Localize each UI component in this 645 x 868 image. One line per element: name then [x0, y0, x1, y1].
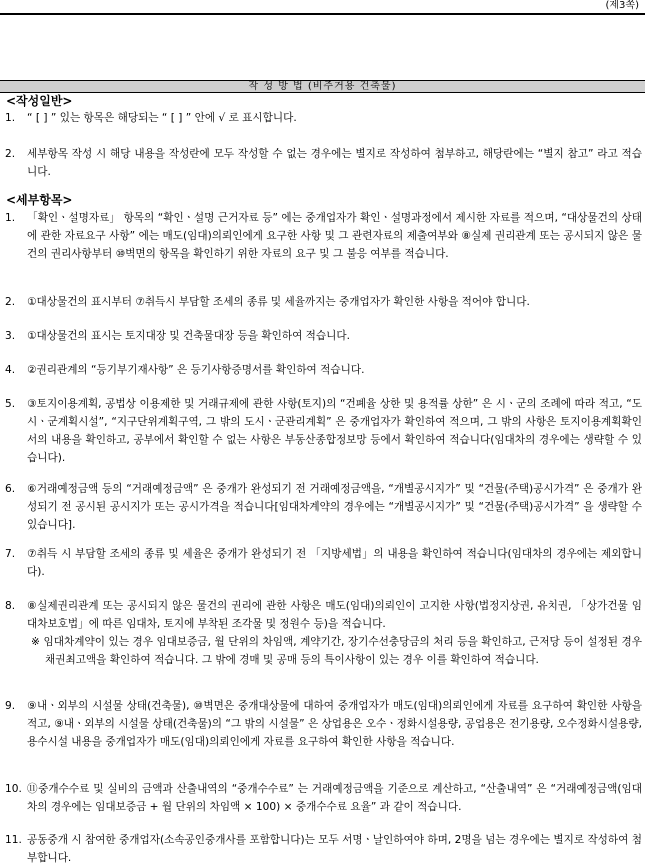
- item-number: 2.: [5, 296, 16, 308]
- item-text: ②권리관계의 “등기부기재사항” 은 등기사항증명서를 확인하여 적습니다.: [27, 364, 365, 376]
- detail-item-5: [0, 395, 645, 467]
- section-title: 작 성 방 법 (비주거용 건축물): [0, 80, 645, 93]
- item-text: ①대상물건의 표시는 토지대장 및 건축물대장 등을 확인하여 적습니다.: [27, 330, 350, 342]
- item-number: 7.: [5, 548, 16, 560]
- detail-item-2: [0, 293, 645, 311]
- detail-item-9: [0, 697, 645, 751]
- general-heading: <작성일반>: [6, 94, 73, 108]
- detail-item-3: [0, 327, 645, 345]
- item-text: ⑨내ㆍ외부의 시설물 상태(건축물), ⑩벽면은 중개대상물에 대하여 중개업자가 매도(임대)의뢰인에게 자료를 요구하여 확인한 사항을 적고, ⑨내ㆍ외부의 시설물 상태(건축물)의 “그 밖의 시설물” 은 상업용은 오수ㆍ정화시설용량, 공업용은 전기용량, 오수정화시설용량, 용수시설 내용을 중개업자가 매도(임대)의뢰인에게 자료를 요구하여 확인한 사항을 적습니다.: [27, 700, 642, 748]
- item-number: 9.: [5, 700, 16, 712]
- detail-item-8: [0, 597, 645, 669]
- item-number: 1.: [5, 212, 16, 224]
- item-text: ③토지이용계획, 공법상 이용제한 및 거래규제에 관한 사항(토지)의 “건폐율 상한 및 용적률 상한” 은 시ㆍ군의 조례에 따라 적고, “도시ㆍ군계획시설”, “지구단위계획구역, 그 밖의 도시ㆍ군관리계획” 은 중개업자가 확인하여 적으며, 그 밖의 사항은 토지이용계획확인서의 내용을 확인하고, 공부에서 확인할 수 없는 사항은 부동산종합정보망 등에서 확인하여 적습니다(임대차의 경우에는 생략할 수 있습니다).: [27, 398, 642, 464]
- item-number: 3.: [5, 330, 16, 342]
- details-heading: <세부항목>: [6, 193, 73, 207]
- detail-item-10: [0, 780, 645, 816]
- item-text: ⑪중개수수료 및 실비의 금액과 산출내역의 “중개수수료” 는 거래예정금액을 기준으로 계산하고, “산출내역” 은 “거래예정금액(임대차의 경우에는 임대보증금 + 월 단위의 차임액 × 100) × 중개수수료 요율” 과 같이 적습니다.: [27, 783, 642, 813]
- item-number: 1.: [5, 112, 16, 124]
- item-text: ⑦취득 시 부담할 조세의 종류 및 세율은 중개가 완성되기 전 「지방세법」의 내용을 확인하여 적습니다(임대차의 경우에는 제외합니다).: [27, 548, 642, 578]
- item-number: 11.: [5, 834, 22, 846]
- general-item-2: [0, 145, 645, 181]
- item-number: 5.: [5, 398, 16, 410]
- detail-item-1: [0, 209, 645, 263]
- item-text: 세부항목 작성 시 해당 내용을 작성란에 모두 작성할 수 없는 경우에는 별지로 작성하여 첨부하고, 해당란에는 “별지 참고” 라고 적습니다.: [27, 148, 642, 178]
- item-text: ⑧실제권리관계 또는 공시되지 않은 물건의 권리에 관한 사항은 매도(임대)의뢰인이 고지한 사항(법정지상권, 유치권, 「상가건물 임대차보호법」에 따른 임대차, 토지에 부착된 조각물 및 정원수 등)을 적습니다.: [27, 600, 642, 630]
- detail-item-7: [0, 545, 645, 581]
- item-text: “ [ ] ” 있는 항목은 해당되는 “ [ ] ” 안에 √ 로 표시합니다.: [27, 112, 297, 124]
- top-rule: [0, 13, 645, 15]
- item-text: 「확인ㆍ설명자료」 항목의 “확인ㆍ설명 근거자료 등” 에는 중개업자가 확인ㆍ설명과정에서 제시한 자료를 적으며, “대상물건의 상태에 관한 자료요구 사항” 에는 매도(임대)의뢰인에게 요구한 사항 및 그 관련자료의 제출여부와 ⑧실제 권리관계 또는 공시되지 않은 물건의 권리사항부터 ⑩벽면의 항목을 확인하기 위한 자료의 요구 및 그 불응 여부를 적습니다.: [27, 212, 642, 260]
- detail-item-11: [0, 831, 645, 867]
- detail-item-4: [0, 361, 645, 379]
- item-text: ①대상물건의 표시부터 ⑦취득시 부담할 조세의 종류 및 세율까지는 중개업자가 확인한 사항을 적어야 합니다.: [27, 296, 530, 308]
- item-number: 2.: [5, 148, 16, 160]
- item-note: ※ 임대차계약이 있는 경우 임대보증금, 월 단위의 차임액, 계약기간, 장기수선충당금의 처리 등을 확인하고, 근저당 등이 설정된 경우 채권최고액을 확인하여 적습니다. 그 밖에 경매 및 공매 등의 특이사항이 있는 경우 이를 확인하여 적습니다.: [31, 636, 642, 666]
- item-number: 6.: [5, 483, 16, 495]
- general-item-1: [0, 109, 645, 127]
- page-number: (제3쪽): [605, 0, 639, 11]
- item-text: ⑥거래예정금액 등의 “거래예정금액” 은 중개가 완성되기 전 거래예정금액을, “개별공시지가” 및 “건물(주택)공시가격” 은 중개가 완성되기 전 공시된 공시지가 또는 공시가격을 적습니다[임대차계약의 경우에는 “개별공시지가” 및 “건물(주택)공시가격” 을 생략할 수 있습니다].: [27, 483, 642, 531]
- item-number: 8.: [5, 600, 16, 612]
- item-text: 공동중개 시 참여한 중개업자(소속공인중개사를 포함합니다)는 모두 서명ㆍ날인하여야 하며, 2명을 넘는 경우에는 별지로 작성하여 첨부합니다.: [27, 834, 642, 864]
- detail-item-6: [0, 480, 645, 534]
- item-number: 10.: [5, 783, 22, 795]
- item-number: 4.: [5, 364, 16, 376]
